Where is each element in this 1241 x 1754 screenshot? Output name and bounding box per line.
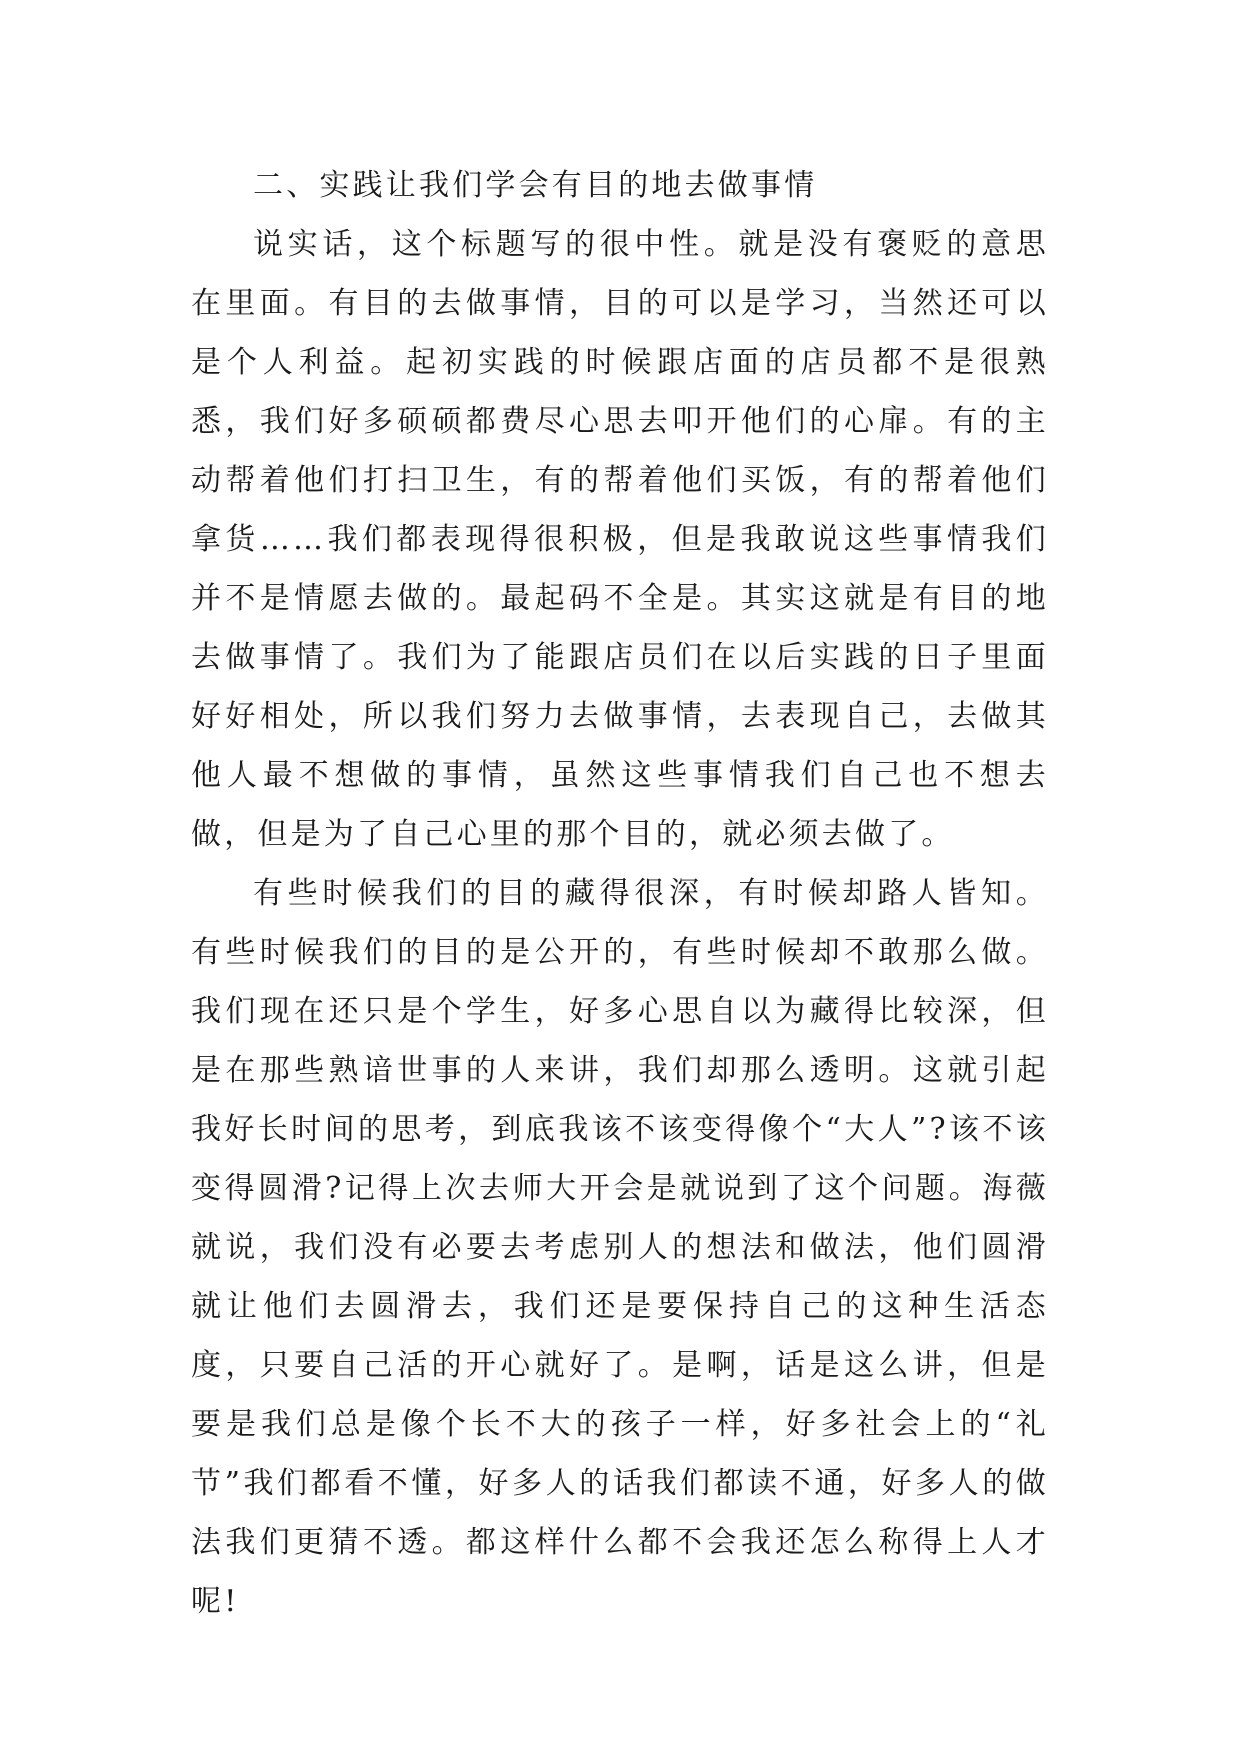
section-heading: 二、实践让我们学会有目的地去做事情 [253, 168, 818, 203]
paragraph-2: 有些时候我们的目的藏得很深，有时候却路人皆知。有些时候我们的目的是公开的，有些时候却不敢那么做。我们现在还只是个学生，好多心思自以为藏得比较深，但是在那些熟谙世事的人来讲，我们却那么透明。这就引起我好长时间的思考，到底我该不该变得像个“大人”?该不该变得圆滑?记得上次去师大开会是就说到了这个问题。海薇就说，我们没有必要去考虑别人的想法和做法，他们圆滑就让他们去圆滑去，我们还是要保持自己的这种生活态度，只要自己活的开心就好了。是啊，话是这么讲，但是要是我们总是像个长不大的孩子一样，好多社会上的“礼节”我们都看不懂，好多人的话我们都读不通，好多人的做法我们更猜不透。都这样什么都不会我还怎么称得上人才呢! [191, 876, 1049, 1619]
document-body [191, 156, 1049, 1631]
paragraph-1: 说实话，这个标题写的很中性。就是没有褒贬的意思在里面。有目的去做事情，目的可以是学习，当然还可以是个人利益。起初实践的时候跟店面的店员都不是很熟悉，我们好多硕硕都费尽心思去叩开他们的心扉。有的主动帮着他们打扫卫生，有的帮着他们买饭，有的帮着他们拿货……我们都表现得很积极，但是我敢说这些事情我们并不是情愿去做的。最起码不全是。其实这就是有目的地去做事情了。我们为了能跟店员们在以后实践的日子里面好好相处，所以我们努力去做事情，去表现自己，去做其他人最不想做的事情，虽然这些事情我们自己也不想去做，但是为了自己心里的那个目的，就必须去做了。 [191, 227, 1049, 852]
